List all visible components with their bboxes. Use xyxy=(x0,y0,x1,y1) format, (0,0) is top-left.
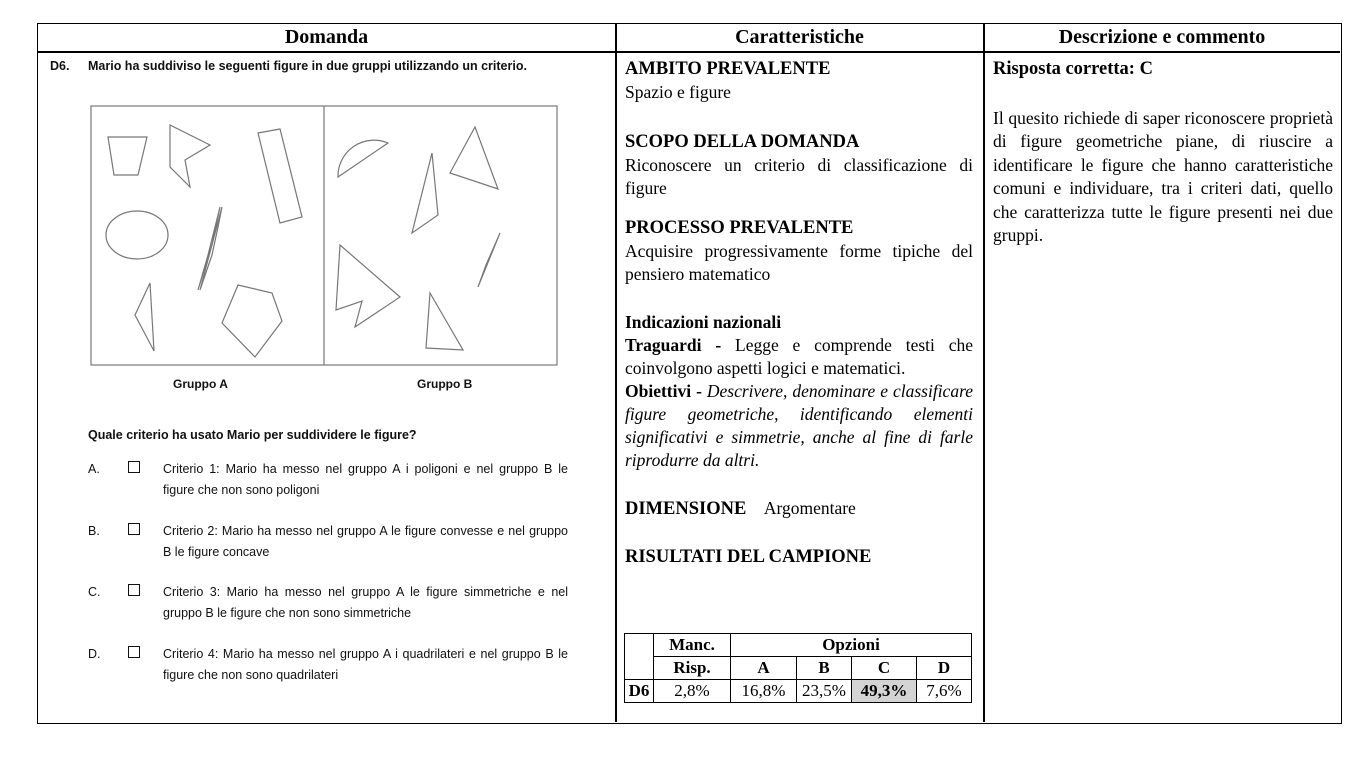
question-prompt: Quale criterio ha usato Mario per suddividere le figure? xyxy=(88,428,417,442)
header-divider xyxy=(38,51,1340,53)
traguardi-text: Legge e comprende testi che coinvolgono aspetti logici e matematici. xyxy=(625,335,974,378)
option-b-letter: B. xyxy=(88,524,100,538)
column-divider-2 xyxy=(983,24,985,722)
processo-title: PROCESSO PREVALENTE xyxy=(625,218,854,238)
results-table xyxy=(624,633,972,703)
arrowhead-shape xyxy=(336,245,400,327)
manc-header-2: Risp. xyxy=(654,657,731,680)
option-a-checkbox[interactable] xyxy=(128,461,140,473)
header-caratteristiche: Caratteristiche xyxy=(735,26,864,48)
opt-c-header: C xyxy=(852,657,917,680)
thin-triangle-shape xyxy=(135,283,154,351)
option-c-checkbox[interactable] xyxy=(128,584,140,596)
kite-shape xyxy=(412,153,438,233)
results-corner-cell xyxy=(625,634,654,680)
option-b-checkbox[interactable] xyxy=(128,523,140,535)
header-domanda: Domanda xyxy=(284,26,369,48)
opt-d-value: 7,6% xyxy=(917,680,972,703)
option-c-text: Criterio 3: Mario ha messo nel gruppo A le figure simmetriche e nel gruppo B le figure che non sono simmetriche xyxy=(163,585,568,620)
trapezoid-shape xyxy=(108,137,147,175)
comment-column xyxy=(993,58,1333,248)
dimensione-label: DIMENSIONE xyxy=(625,499,747,519)
option-d-checkbox[interactable] xyxy=(128,646,140,658)
arrow-pentagon-shape xyxy=(170,125,210,187)
rhombus-shape xyxy=(198,207,220,290)
row-label: D6 xyxy=(625,680,654,703)
ambito-value: Spazio e figure xyxy=(625,82,731,102)
question-stem: Mario ha suddiviso le seguenti figure in due gruppi utilizzando un criterio. xyxy=(88,59,527,73)
ambito-title: AMBITO PREVALENTE xyxy=(625,59,831,79)
group-a-label: Gruppo A xyxy=(173,377,228,391)
option-d-text: Criterio 4: Mario ha messo nel gruppo A i quadrilateri e nel gruppo B le figure che non sono quadrilateri xyxy=(163,647,568,682)
manc-header-1: Manc. xyxy=(654,634,731,657)
obiettivi-paragraph xyxy=(625,380,973,472)
sharp-triangle-shape xyxy=(478,233,500,287)
option-b-text: Criterio 2: Mario ha messo nel gruppo A le figure convesse e nel gruppo B le figure concave xyxy=(163,524,568,559)
option-c-letter: C. xyxy=(88,585,101,599)
obtuse-triangle-shape xyxy=(426,293,463,350)
header-descrizione: Descrizione e commento xyxy=(1058,26,1266,48)
risultati-title: RISULTATI DEL CAMPIONE xyxy=(625,547,872,567)
figures-panel xyxy=(90,105,560,367)
opt-b-value: 23,5% xyxy=(797,680,852,703)
long-parallelogram-shape xyxy=(200,207,222,290)
processo-value: Acquisire progressivamente forme tipiche del pensiero matematico xyxy=(625,241,973,284)
comment-text: Il quesito richiede di saper riconoscere proprietà di figure geometriche piane, di riuscire a identificare le figure che hanno caratteristiche comuni e individuare, tra i criteri dati, quello che caratterizza tutte le figure presenti nei due gruppi. xyxy=(993,107,1333,245)
option-a-letter: A. xyxy=(88,462,100,476)
correct-answer: Risposta corretta: C xyxy=(993,59,1153,79)
opt-b-header: B xyxy=(797,657,852,680)
opt-a-value: 16,8% xyxy=(731,680,797,703)
question-number: D6. xyxy=(50,59,70,73)
indicazioni-title: Indicazioni nazionali xyxy=(625,312,782,332)
opzioni-header: Opzioni xyxy=(731,634,972,657)
scopo-title: SCOPO DELLA DOMANDA xyxy=(625,132,860,152)
traguardi-label: Traguardi - xyxy=(625,335,722,355)
opt-a-header: A xyxy=(731,657,797,680)
dimensione-value: Argomentare xyxy=(763,498,856,518)
obiettivi-text: Descrivere, denominare e classificare figure geometriche, identificando elementi significativi e simmetrie, anche al fine di farle riprodurre da altri. xyxy=(625,381,974,470)
traguardi-paragraph xyxy=(625,334,973,380)
scopo-value: Riconoscere un criterio di classificazione di figure xyxy=(625,155,973,198)
option-a-text: Criterio 1: Mario ha messo nel gruppo A i poligoni e nel gruppo B le figure che non sono poligoni xyxy=(163,462,568,497)
features-column xyxy=(625,58,973,569)
manc-value: 2,8% xyxy=(654,680,731,703)
column-divider-1 xyxy=(615,24,617,722)
ellipse-shape xyxy=(106,211,168,259)
pentagon-shape xyxy=(222,285,282,357)
dimensione-row xyxy=(625,497,973,521)
option-d-letter: D. xyxy=(88,647,101,661)
rectangle-shape xyxy=(258,129,302,223)
circle-sector-shape xyxy=(338,140,388,177)
group-b-label: Gruppo B xyxy=(417,377,473,391)
opt-c-value: 49,3% xyxy=(852,680,917,703)
quadrilateral-shape xyxy=(450,127,498,189)
obiettivi-label: Obiettivi - xyxy=(625,381,702,401)
opt-d-header: D xyxy=(917,657,972,680)
